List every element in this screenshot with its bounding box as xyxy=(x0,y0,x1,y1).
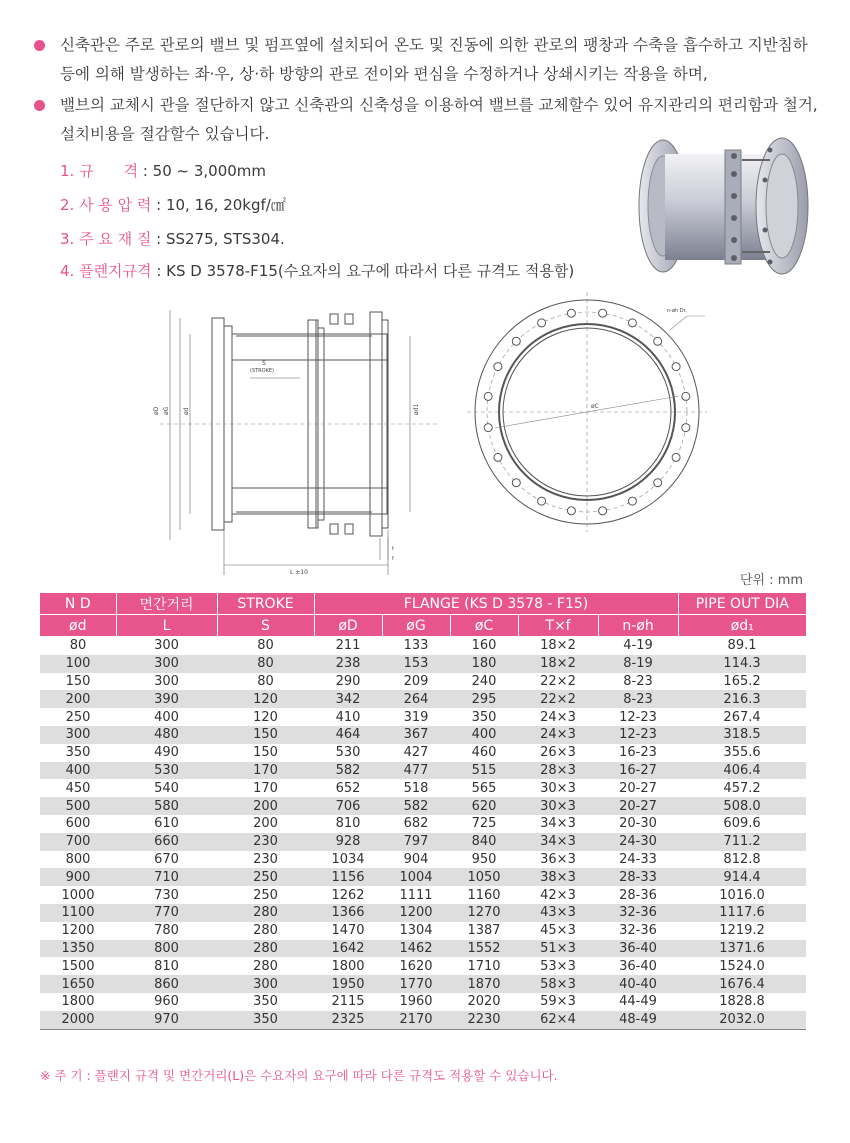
table-cell: 12-23 xyxy=(598,708,678,726)
table-cell: 797 xyxy=(382,833,450,851)
table-cell: 36-40 xyxy=(598,957,678,975)
table-row xyxy=(40,922,806,940)
table-cell: 8-23 xyxy=(598,690,678,708)
table-cell: 540 xyxy=(116,779,217,797)
table-cell: 2325 xyxy=(314,1011,382,1029)
table-row xyxy=(40,673,806,691)
table-cell: 565 xyxy=(450,779,518,797)
table-cell: 1770 xyxy=(382,975,450,993)
table-cell: 400 xyxy=(450,726,518,744)
bolt-hole xyxy=(567,309,575,317)
phi-C-label: øC xyxy=(591,403,599,410)
table-cell: 530 xyxy=(116,762,217,780)
table-cell: 250 xyxy=(217,868,314,886)
bolt-hole xyxy=(682,424,690,432)
bolt-hole xyxy=(628,497,636,505)
table-cell: 150 xyxy=(217,726,314,744)
spec-pressure xyxy=(60,193,286,217)
table-cell: 300 xyxy=(116,655,217,673)
table-cell: 1676.4 xyxy=(678,975,806,993)
intro-text-2: 밸브의 교체시 관을 절단하지 않고 신축관의 신축성을 이용하여 밸브를 교체할수 있어 유지관리의 편리함과 철거, 설치비용을 절감할수 있습니다. xyxy=(60,96,818,143)
table-cell: 8-23 xyxy=(598,673,678,691)
table-cell: 36-40 xyxy=(598,940,678,958)
intro-text-1: 신축관은 주로 관로의 밸브 및 펌프옆에 설치되어 온도 및 진동에 의한 관로의 팽창과 수축을 흡수하고 지반침하 등에 의해 발생하는 좌·우, 상·하 방향의 관로 전이와 편심을 수정하거나 상쇄시키는 작용을 하며, xyxy=(60,36,808,83)
stroke-sub-label: (STROKE) xyxy=(250,368,274,374)
table-cell: 2170 xyxy=(382,1011,450,1029)
table-cell: 1117.6 xyxy=(678,904,806,922)
footnote: ※ 주 기 : 플랜지 규격 및 면간거리(L)은 수요자의 요구에 따라 다른 규격도 적용할 수 있습니다. xyxy=(40,1068,558,1083)
table-cell: 2115 xyxy=(314,993,382,1011)
t-label: t xyxy=(392,546,394,552)
spec-value: : SS275, STS304. xyxy=(156,230,285,248)
table-cell: 100 xyxy=(40,655,116,673)
table-cell: 280 xyxy=(217,922,314,940)
table-cell: 480 xyxy=(116,726,217,744)
table-cell: 211 xyxy=(314,637,382,655)
table-cell: 350 xyxy=(217,993,314,1011)
spec-label: 1. 규 격 xyxy=(60,162,139,180)
table-row xyxy=(40,744,806,762)
table-cell: 464 xyxy=(314,726,382,744)
table-cell: 490 xyxy=(116,744,217,762)
table-row xyxy=(40,726,806,744)
table-cell: 1034 xyxy=(314,851,382,869)
sub-col: øD xyxy=(314,615,382,637)
table-cell: 2032.0 xyxy=(678,1011,806,1029)
bolt-hole xyxy=(628,319,636,327)
table-cell: 216.3 xyxy=(678,690,806,708)
table-cell: 28-33 xyxy=(598,868,678,886)
table-cell: 28×3 xyxy=(518,762,598,780)
table-cell: 950 xyxy=(450,851,518,869)
table-cell: 295 xyxy=(450,690,518,708)
table-cell: 18×2 xyxy=(518,655,598,673)
table-cell: 1270 xyxy=(450,904,518,922)
bolt-hole xyxy=(538,319,546,327)
table-cell: 230 xyxy=(217,851,314,869)
table-cell: 250 xyxy=(217,886,314,904)
table-cell: 1500 xyxy=(40,957,116,975)
table-row xyxy=(40,940,806,958)
table-cell: 1387 xyxy=(450,922,518,940)
table-cell: 1650 xyxy=(40,975,116,993)
table-cell: 1950 xyxy=(314,975,382,993)
table-cell: 706 xyxy=(314,797,382,815)
table-cell: 319 xyxy=(382,708,450,726)
table-cell: 30×3 xyxy=(518,797,598,815)
table-row xyxy=(40,904,806,922)
table-row xyxy=(40,762,806,780)
table-cell: 200 xyxy=(217,815,314,833)
col-flange: FLANGE (KS D 3578 - F15) xyxy=(314,593,678,615)
table-cell: 30×3 xyxy=(518,779,598,797)
table-cell: 1366 xyxy=(314,904,382,922)
bolt-hole xyxy=(494,453,502,461)
table-cell: 160 xyxy=(450,637,518,655)
spec-value: : 10, 16, 20kgf/㎠ xyxy=(156,196,286,214)
table-cell: 400 xyxy=(116,708,217,726)
table-cell: 390 xyxy=(116,690,217,708)
sub-col: øG xyxy=(382,615,450,637)
table-cell: 1100 xyxy=(40,904,116,922)
sub-col: S xyxy=(217,615,314,637)
unit-label: 단위 : mm xyxy=(740,573,804,588)
table-cell: 904 xyxy=(382,851,450,869)
table-cell: 410 xyxy=(314,708,382,726)
spec-label: 2. 사 용 압 력 xyxy=(60,196,152,214)
table-cell: 860 xyxy=(116,975,217,993)
table-cell: 170 xyxy=(217,762,314,780)
table-cell: 24×3 xyxy=(518,708,598,726)
table-cell: 238 xyxy=(314,655,382,673)
table-cell: 59×3 xyxy=(518,993,598,1011)
table-row xyxy=(40,868,806,886)
table-cell: 16-27 xyxy=(598,762,678,780)
table-row xyxy=(40,851,806,869)
bolt-hole xyxy=(494,363,502,371)
phi-d-label: ød xyxy=(183,407,190,415)
table-cell: 1552 xyxy=(450,940,518,958)
table-cell: 928 xyxy=(314,833,382,851)
table-cell: 1304 xyxy=(382,922,450,940)
table-cell: 40-40 xyxy=(598,975,678,993)
table-cell: 355.6 xyxy=(678,744,806,762)
table-cell: 350 xyxy=(217,1011,314,1029)
table-cell: 350 xyxy=(40,744,116,762)
table-cell: 1960 xyxy=(382,993,450,1011)
side-view-drawing xyxy=(140,290,450,580)
col-stroke: STROKE xyxy=(217,593,314,615)
sub-col: T×f xyxy=(518,615,598,637)
table-cell: 28-36 xyxy=(598,886,678,904)
col-length: 면간거리 xyxy=(116,593,217,615)
table-cell: 800 xyxy=(40,851,116,869)
table-cell: 1200 xyxy=(382,904,450,922)
table-cell: 812.8 xyxy=(678,851,806,869)
table-cell: 4-19 xyxy=(598,637,678,655)
bolt-hole xyxy=(654,337,662,345)
table-row xyxy=(40,708,806,726)
table-cell: 1156 xyxy=(314,868,382,886)
table-cell: 660 xyxy=(116,833,217,851)
table-cell: 1004 xyxy=(382,868,450,886)
table-cell: 42×3 xyxy=(518,886,598,904)
table-cell: 120 xyxy=(217,690,314,708)
table-cell: 62×4 xyxy=(518,1011,598,1029)
spec-value: : 50 ~ 3,000mm xyxy=(142,162,267,180)
front-view-drawing xyxy=(465,290,715,540)
table-cell: 620 xyxy=(450,797,518,815)
table-cell: 610 xyxy=(116,815,217,833)
table-cell: 170 xyxy=(217,779,314,797)
table-cell: 1200 xyxy=(40,922,116,940)
table-cell: 22×2 xyxy=(518,673,598,691)
table-cell: 800 xyxy=(116,940,217,958)
table-cell: 770 xyxy=(116,904,217,922)
table-row xyxy=(40,993,806,1011)
table-cell: 682 xyxy=(382,815,450,833)
table-cell: 2020 xyxy=(450,993,518,1011)
spec-flange xyxy=(60,259,574,283)
table-cell: 582 xyxy=(314,762,382,780)
product-photo xyxy=(630,130,815,280)
sub-col: n-øh xyxy=(598,615,678,637)
table-cell: 20-27 xyxy=(598,779,678,797)
table-cell: 34×3 xyxy=(518,815,598,833)
table-cell: 80 xyxy=(40,637,116,655)
table-cell: 45×3 xyxy=(518,922,598,940)
table-cell: 725 xyxy=(450,815,518,833)
table-cell: 460 xyxy=(450,744,518,762)
table-row xyxy=(40,886,806,904)
table-cell: 300 xyxy=(217,975,314,993)
spec-label: 4. 플렌지규격 xyxy=(60,262,152,280)
table-cell: 1219.2 xyxy=(678,922,806,940)
table-cell: 1470 xyxy=(314,922,382,940)
table-cell: 1160 xyxy=(450,886,518,904)
table-cell: 240 xyxy=(450,673,518,691)
table-cell: 652 xyxy=(314,779,382,797)
table-cell: 180 xyxy=(450,655,518,673)
table-row xyxy=(40,1011,806,1029)
table-cell: 580 xyxy=(116,797,217,815)
table-cell: 53×3 xyxy=(518,957,598,975)
table-header-row-2 xyxy=(40,615,806,637)
table-cell: 18×2 xyxy=(518,637,598,655)
table-cell: 300 xyxy=(116,637,217,655)
phi-D-label: øD xyxy=(153,406,160,415)
table-cell: 670 xyxy=(116,851,217,869)
table-cell: 1462 xyxy=(382,940,450,958)
table-cell: 280 xyxy=(217,957,314,975)
table-row xyxy=(40,975,806,993)
table-cell: 80 xyxy=(217,673,314,691)
table-cell: 450 xyxy=(40,779,116,797)
table-cell: 16-23 xyxy=(598,744,678,762)
sub-col: ød₁ xyxy=(678,615,806,637)
table-cell: 1800 xyxy=(314,957,382,975)
table-cell: 200 xyxy=(217,797,314,815)
table-cell: 530 xyxy=(314,744,382,762)
table-row xyxy=(40,779,806,797)
sub-col: øC xyxy=(450,615,518,637)
table-cell: 24-33 xyxy=(598,851,678,869)
bolt-hole xyxy=(672,363,680,371)
spec-size xyxy=(60,159,266,183)
table-cell: 1870 xyxy=(450,975,518,993)
table-cell: 582 xyxy=(382,797,450,815)
f-label: f xyxy=(392,556,394,562)
bolt-hole xyxy=(484,392,492,400)
table-cell: 200 xyxy=(40,690,116,708)
table-cell: 780 xyxy=(116,922,217,940)
bolt-hole xyxy=(599,507,607,515)
table-cell: 1828.8 xyxy=(678,993,806,1011)
table-cell: 1800 xyxy=(40,993,116,1011)
table-row xyxy=(40,637,806,655)
table-cell: 810 xyxy=(314,815,382,833)
table-cell: 1050 xyxy=(450,868,518,886)
spec-table xyxy=(40,593,806,1030)
table-cell: 711.2 xyxy=(678,833,806,851)
table-cell: 1371.6 xyxy=(678,940,806,958)
table-cell: 457.2 xyxy=(678,779,806,797)
length-label: L ±10 xyxy=(290,569,308,576)
table-cell: 406.4 xyxy=(678,762,806,780)
table-cell: 518 xyxy=(382,779,450,797)
bolt-hole xyxy=(672,453,680,461)
table-cell: 24×3 xyxy=(518,726,598,744)
bolt-hole xyxy=(512,337,520,345)
stroke-label: S xyxy=(262,360,266,367)
spec-label: 3. 주 요 재 질 xyxy=(60,230,152,248)
table-cell: 1524.0 xyxy=(678,957,806,975)
intro-paragraph-1 xyxy=(34,31,824,89)
table-cell: 500 xyxy=(40,797,116,815)
table-row xyxy=(40,833,806,851)
table-cell: 150 xyxy=(40,673,116,691)
table-cell: 700 xyxy=(40,833,116,851)
table-cell: 300 xyxy=(40,726,116,744)
table-cell: 810 xyxy=(116,957,217,975)
table-cell: 58×3 xyxy=(518,975,598,993)
table-row xyxy=(40,957,806,975)
table-cell: 730 xyxy=(116,886,217,904)
table-cell: 914.4 xyxy=(678,868,806,886)
table-row xyxy=(40,655,806,673)
table-cell: 1710 xyxy=(450,957,518,975)
sub-col: ød xyxy=(40,615,116,637)
table-cell: 960 xyxy=(116,993,217,1011)
table-cell: 22×2 xyxy=(518,690,598,708)
table-cell: 900 xyxy=(40,868,116,886)
table-cell: 350 xyxy=(450,708,518,726)
table-cell: 1000 xyxy=(40,886,116,904)
table-cell: 2000 xyxy=(40,1011,116,1029)
table-cell: 80 xyxy=(217,655,314,673)
table-cell: 264 xyxy=(382,690,450,708)
bolt-hole xyxy=(512,479,520,487)
table-cell: 318.5 xyxy=(678,726,806,744)
table-cell: 400 xyxy=(40,762,116,780)
bolt-hole xyxy=(654,479,662,487)
phi-d1-label: ød1 xyxy=(413,403,420,415)
table-cell: 280 xyxy=(217,940,314,958)
table-cell: 300 xyxy=(116,673,217,691)
table-cell: 1620 xyxy=(382,957,450,975)
table-cell: 230 xyxy=(217,833,314,851)
table-cell: 43×3 xyxy=(518,904,598,922)
table-cell: 20-27 xyxy=(598,797,678,815)
table-cell: 80 xyxy=(217,637,314,655)
table-cell: 48-49 xyxy=(598,1011,678,1029)
bolt-hole xyxy=(682,392,690,400)
table-header-row-1 xyxy=(40,593,806,615)
table-cell: 20-30 xyxy=(598,815,678,833)
table-cell: 508.0 xyxy=(678,797,806,815)
table-cell: 477 xyxy=(382,762,450,780)
table-cell: 34×3 xyxy=(518,833,598,851)
table-cell: 342 xyxy=(314,690,382,708)
table-cell: 133 xyxy=(382,637,450,655)
table-cell: 840 xyxy=(450,833,518,851)
sub-col: L xyxy=(116,615,217,637)
table-cell: 12-23 xyxy=(598,726,678,744)
table-cell: 32-36 xyxy=(598,922,678,940)
table-cell: 427 xyxy=(382,744,450,762)
bolt-hole xyxy=(599,309,607,317)
table-cell: 1262 xyxy=(314,886,382,904)
bolt-hole xyxy=(567,507,575,515)
table-cell: 290 xyxy=(314,673,382,691)
table-cell: 26×3 xyxy=(518,744,598,762)
table-cell: 515 xyxy=(450,762,518,780)
col-nd: N D xyxy=(40,593,116,615)
bullet-icon xyxy=(34,40,45,51)
table-cell: 970 xyxy=(116,1011,217,1029)
table-cell: 267.4 xyxy=(678,708,806,726)
table-cell: 1016.0 xyxy=(678,886,806,904)
table-cell: 600 xyxy=(40,815,116,833)
table-cell: 2230 xyxy=(450,1011,518,1029)
table-row xyxy=(40,690,806,708)
table-cell: 165.2 xyxy=(678,673,806,691)
spec-material xyxy=(60,227,285,251)
table-cell: 367 xyxy=(382,726,450,744)
table-cell: 209 xyxy=(382,673,450,691)
bullet-icon xyxy=(34,100,45,111)
table-cell: 609.6 xyxy=(678,815,806,833)
table-row xyxy=(40,815,806,833)
table-cell: 51×3 xyxy=(518,940,598,958)
table-cell: 8-19 xyxy=(598,655,678,673)
phi-G-label: øG xyxy=(163,406,170,415)
table-cell: 250 xyxy=(40,708,116,726)
bolt-hole xyxy=(484,424,492,432)
table-cell: 710 xyxy=(116,868,217,886)
spec-value: : KS D 3578-F15(수요자의 요구에 따라서 다른 규격도 적용함) xyxy=(156,262,575,280)
table-cell: 280 xyxy=(217,904,314,922)
table-cell: 150 xyxy=(217,744,314,762)
table-cell: 1111 xyxy=(382,886,450,904)
table-cell: 153 xyxy=(382,655,450,673)
table-row xyxy=(40,797,806,815)
table-cell: 1642 xyxy=(314,940,382,958)
table-cell: 114.3 xyxy=(678,655,806,673)
bolt-hole-label: n-øh Dr. xyxy=(667,308,687,314)
table-cell: 36×3 xyxy=(518,851,598,869)
table-cell: 1350 xyxy=(40,940,116,958)
table-cell: 38×3 xyxy=(518,868,598,886)
table-cell: 120 xyxy=(217,708,314,726)
col-pipe-out-dia: PIPE OUT DIA xyxy=(678,593,806,615)
table-cell: 24-30 xyxy=(598,833,678,851)
table-cell: 44-49 xyxy=(598,993,678,1011)
table-cell: 89.1 xyxy=(678,637,806,655)
table-cell: 32-36 xyxy=(598,904,678,922)
bolt-hole xyxy=(538,497,546,505)
